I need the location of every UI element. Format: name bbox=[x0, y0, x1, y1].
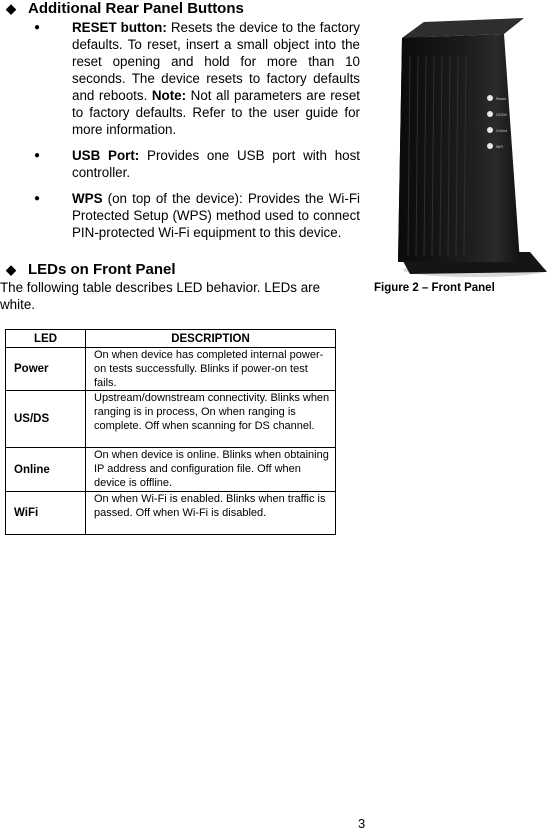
led-label: Power bbox=[496, 97, 507, 101]
table-row bbox=[6, 348, 336, 391]
section-heading-rear-buttons bbox=[6, 0, 244, 17]
diamond-bullet-icon: ◆ bbox=[6, 0, 16, 16]
led-name: Power bbox=[6, 348, 86, 391]
item-label: RESET button: bbox=[72, 20, 167, 35]
led-label: Online bbox=[496, 129, 508, 133]
rear-buttons-list bbox=[34, 19, 360, 250]
item-text: (on top of the device): Provides the Wi-Fi Protected Setup (WPS) method used to connect PIN-protected Wi-Fi equipment to this device. bbox=[72, 191, 360, 240]
led-table bbox=[5, 329, 336, 535]
list-item bbox=[34, 19, 360, 138]
note-text: Not all parameters are reset to factory defaults. Refer to the user guide for more information. bbox=[72, 88, 360, 137]
led-description: Upstream/downstream connectivity. Blinks when ranging is in process, On when ranging is complete. Off when scanning for DS channel. bbox=[86, 391, 336, 448]
front-panel-router-image bbox=[380, 16, 547, 278]
item-label: USB Port: bbox=[72, 148, 140, 163]
led-name: US/DS bbox=[6, 391, 86, 448]
column-header-description: DESCRIPTION bbox=[86, 330, 336, 348]
led-name: Online bbox=[6, 448, 86, 492]
led-label: WiFi bbox=[496, 145, 504, 149]
section-heading-leds bbox=[6, 261, 176, 278]
bullet-icon: ● bbox=[34, 22, 41, 33]
section-heading-text: Additional Rear Panel Buttons bbox=[28, 0, 244, 17]
led-name: WiFi bbox=[6, 492, 86, 535]
item-text: Provides one USB port with host controller. bbox=[72, 148, 361, 180]
bullet-icon: ● bbox=[34, 193, 41, 204]
led-description: On when Wi-Fi is enabled. Blinks when traffic is passed. Off when Wi-Fi is disabled. bbox=[86, 492, 336, 535]
section-heading-text: LEDs on Front Panel bbox=[28, 261, 176, 278]
bullet-icon: ● bbox=[34, 150, 41, 161]
led-description: On when device has completed internal power-on tests successfully. Blinks if power-on test fails. bbox=[86, 348, 336, 391]
diamond-bullet-icon: ◆ bbox=[6, 261, 16, 277]
led-label: US/DS bbox=[496, 113, 507, 117]
figure-caption: Figure 2 – Front Panel bbox=[374, 282, 495, 294]
column-header-led: LED bbox=[6, 330, 86, 348]
table-row bbox=[6, 448, 336, 492]
list-item bbox=[34, 147, 360, 181]
item-label: WPS bbox=[72, 191, 103, 206]
table-row bbox=[6, 492, 336, 535]
page-number: 3 bbox=[358, 816, 366, 831]
table-header-row bbox=[6, 330, 336, 348]
led-description: On when device is online. Blinks when obtaining IP address and configuration file. Off when device is offline. bbox=[86, 448, 336, 492]
table-row bbox=[6, 391, 336, 448]
note-label: Note: bbox=[151, 88, 187, 103]
intro-paragraph: The following table describes LED behavior. LEDs are white. bbox=[0, 280, 321, 312]
list-item bbox=[34, 190, 360, 241]
item-text: Resets the device to the factory defaults. To reset, insert a small object into the reset opening and hold for more than 10 seconds. The device resets to factory defaults and reboots. bbox=[72, 20, 360, 103]
